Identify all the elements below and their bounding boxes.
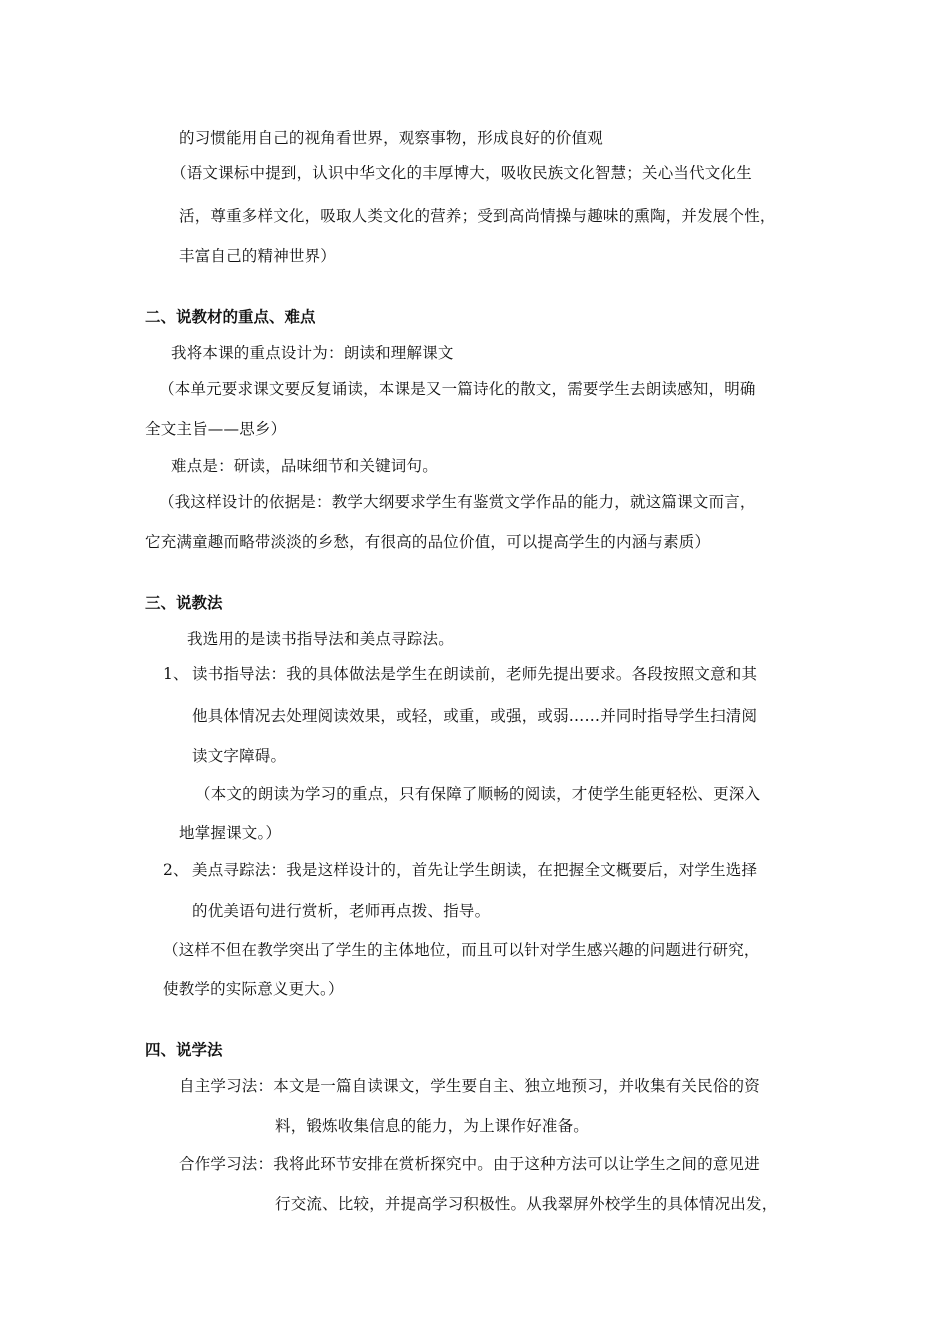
s4-method-2-line-2: 行交流、比较，并提高学习积极性。从我翠屏外校学生的具体情况出发， [275, 1195, 778, 1213]
s3-item-2-note-1: （这样不但在教学突出了学生的主体地位，而且可以针对学生感兴趣的问题进行研究， [163, 941, 760, 959]
intro-line-1: 的习惯能用自己的视角看世界，观察事物，形成良好的价值观 [179, 129, 603, 147]
s4-method-2-line-1: 合作学习法：我将此环节安排在赏析探究中。由于这种方法可以让学生之间的意见进 [179, 1155, 760, 1173]
s3-item-2-number: 2、 [163, 861, 189, 879]
s2-line-6: 它充满童趣而略带淡淡的乡愁，有很高的品位价值，可以提高学生的内涵与素质） [145, 533, 711, 551]
s3-item-2-line-1: 美点寻踪法：我是这样设计的，首先让学生朗读，在把握全文概要后，对学生选择 [192, 861, 758, 879]
s3-item-1-line-3: 读文字障碍。 [192, 747, 287, 765]
section-heading-4: 四、说学法 [145, 1041, 223, 1059]
s2-line-1: 我将本课的重点设计为：朗读和理解课文 [171, 344, 454, 362]
section-heading-3: 三、说教法 [145, 594, 223, 612]
s4-method-1-line-2: 料，锻炼收集信息的能力，为上课作好准备。 [275, 1117, 590, 1135]
s3-item-1-line-2: 他具体情况去处理阅读效果，或轻，或重，或强，或弱……并同时指导学生扫清阅 [192, 707, 758, 725]
s3-item-1-line-1: 读书指导法：我的具体做法是学生在朗读前，老师先提出要求。各段按照文意和其 [192, 665, 758, 683]
section-heading-2: 二、说教材的重点、难点 [145, 308, 316, 326]
s3-item-2-note-2: 使教学的实际意义更大。） [163, 980, 344, 998]
intro-line-2: （语文课标中提到，认识中华文化的丰厚博大，吸收民族文化智慧；关心当代文化生 [171, 164, 752, 182]
intro-line-4: 丰富自己的精神世界） [179, 247, 337, 265]
intro-line-3: 活，尊重多样文化，吸取人类文化的营养；受到高尚情操与趣味的熏陶，并发展个性， [179, 207, 776, 225]
s3-line-1: 我选用的是读书指导法和美点寻踪法。 [187, 630, 454, 648]
s2-line-4: 难点是：研读，品味细节和关键词句。 [171, 457, 438, 475]
s2-line-3: 全文主旨——思乡） [145, 420, 287, 438]
s3-item-2-line-2: 的优美语句进行赏析，老师再点拨、指导。 [192, 902, 491, 920]
s4-method-1-line-1: 自主学习法：本文是一篇自读课文，学生要自主、独立地预习，并收集有关民俗的资 [179, 1077, 760, 1095]
s3-item-1-number: 1、 [163, 665, 189, 683]
s3-item-1-note-2: 地掌握课文。） [179, 824, 282, 842]
s3-item-1-note-1: （本文的朗读为学习的重点，只有保障了顺畅的阅读，才使学生能更轻松、更深入 [195, 785, 761, 803]
s2-line-5: （我这样设计的依据是：教学大纲要求学生有鉴赏文学作品的能力，就这篇课文而言， [159, 493, 756, 511]
s2-line-2: （本单元要求课文要反复诵读，本课是又一篇诗化的散文，需要学生去朗读感知，明确 [159, 380, 756, 398]
